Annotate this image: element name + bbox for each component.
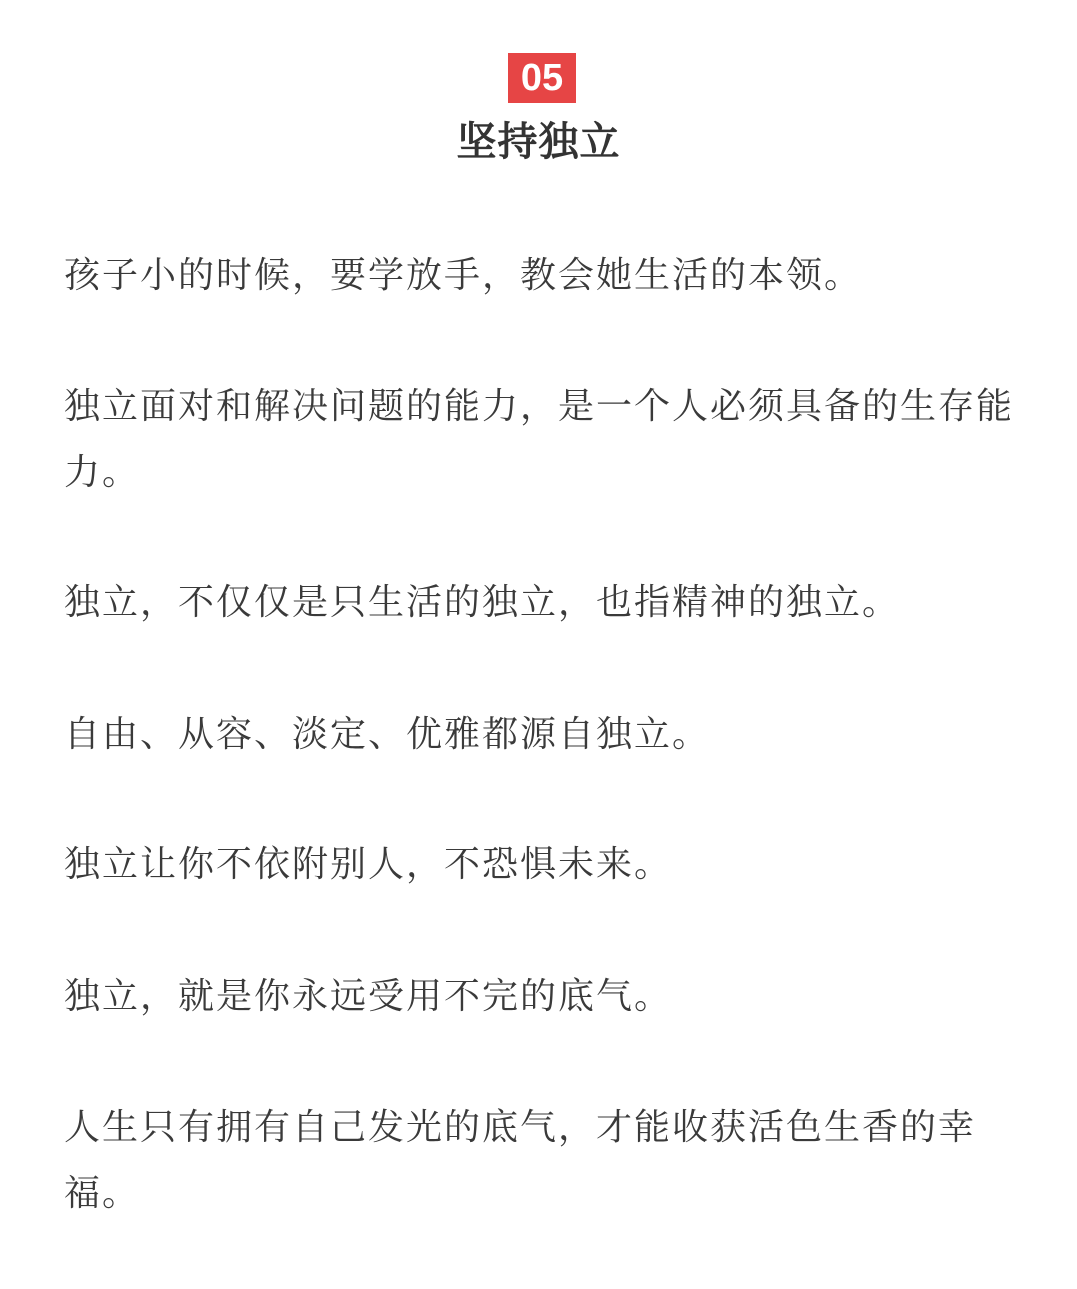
paragraph: 独立面对和解决问题的能力，是一个人必须具备的生存能力。 <box>64 386 1015 493</box>
section-title: 坚持独立 <box>456 119 621 165</box>
paragraph: 自由、从容、淡定、优雅都源自独立。 <box>64 714 711 755</box>
paragraph: 独立，就是你永远受用不完的底气。 <box>64 976 673 1017</box>
section-number-badge: 05 <box>508 53 576 103</box>
paragraph: 独立让你不依附别人，不恐惧未来。 <box>64 844 673 885</box>
paragraph: 独立，不仅仅是只生活的独立，也指精神的独立。 <box>64 582 901 623</box>
paragraph: 孩子小的时候，要学放手，教会她生活的本领。 <box>64 255 863 296</box>
paragraph: 人生只有拥有自己发光的底气，才能收获活色生香的幸福。 <box>64 1107 977 1214</box>
